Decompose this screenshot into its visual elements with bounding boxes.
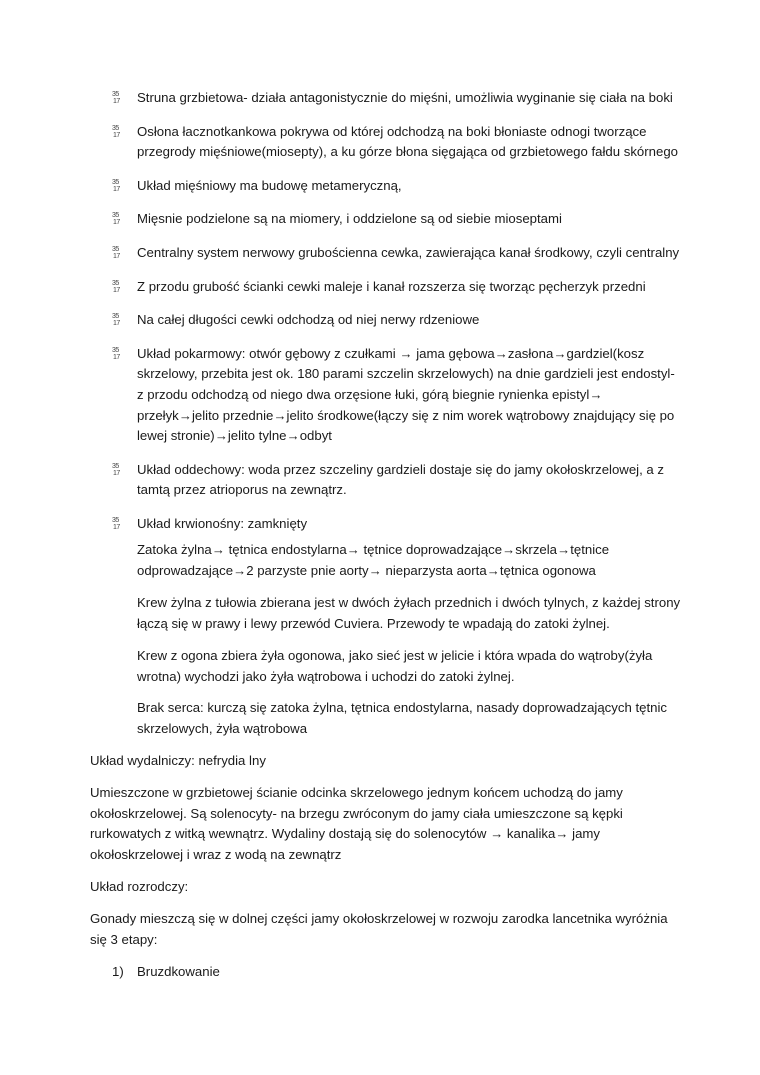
excretory-heading: Układ wydalniczy: nefrydia lny	[90, 753, 266, 768]
list-item: 35 17 Mięsnie podzielone są na miomery, i oddzielone są od siebie mioseptami	[112, 211, 562, 227]
bullet-icon: 35 17	[112, 212, 120, 227]
list-item: 35 17 Na całej długości cewki odchodzą od niej nerwy rdzeniowe	[112, 312, 480, 328]
list-item: 35 17 Osłona łacznotkankowa pokrywa od której odchodzą na boki błoniaste odnogi tworzące przegrody mięśniowe(miosepty), a ku górze błona sięgająca od grzbietowego fałdu skórnego	[112, 123, 678, 160]
circulation-paragraph: Krew z ogona zbiera żyła ogonowa, jako sieć jest w jelicie i która wpada do wątroby(żyła wrotna) wychodzi jako żyła wątrobowa i uchodzi do zatoki żylnej.	[137, 648, 653, 684]
reproductive-paragraph: Gonady mieszczą się w dolnej części jamy okołoskrzelowej w rozwoju zarodka lancetnika wyróżnia się 3 etapy:	[90, 911, 668, 947]
bullet-icon: 35 17	[112, 124, 120, 139]
list-item: 35 17 Układ mięśniowy ma budowę metameryczną,	[112, 177, 402, 193]
stage-number: 1)	[112, 964, 124, 979]
bullet-icon: 35 17	[112, 346, 120, 361]
list-item: 35 17 Centralny system nerwowy grubościenna cewka, zawierająca kanał środkowy, czyli centralny	[112, 244, 680, 260]
bullet-icon: 35 17	[112, 279, 120, 294]
circulation-paragraph: Zatoka żylna→ tętnica endostylarna→ tętnice doprowadzające→skrzela→tętnice odprowadzające→2 parzyste pnie aorty→ nieparzysta aorta→tętnica ogonowa	[137, 542, 610, 578]
reproductive-heading: Układ rozrodczy:	[90, 879, 189, 894]
bullet-icon: 35 17	[112, 462, 120, 477]
stage-label: Bruzdkowanie	[137, 964, 220, 979]
list-item: 35 17 Układ oddechowy: woda przez szczeliny gardzieli dostaje się do jamy okołoskrzelowej, a z tamtą przez atrioporus na zewnątrz.	[112, 461, 665, 498]
bullet-icon: 35 17	[112, 245, 120, 260]
bullet-icon: 35 17	[112, 91, 120, 105]
circulation-paragraph: Brak serca: kurczą się zatoka żylna, tętnica endostylarna, nasady doprowadzających tętnic skrzelowych, żyła wątrobowa	[137, 700, 667, 736]
bullet-icon: 35 17	[112, 178, 120, 193]
bullet-icon: 35 17	[112, 516, 120, 531]
bullet-list	[112, 88, 682, 548]
stage-item	[112, 962, 704, 983]
list-item: 35 17 Układ pokarmowy: otwór gębowy z czułkami → jama gębowa→zasłona→gardziel(kosz skrzelowy, przebita jest ok. 180 parami szczelin skrzelowych) na dnie gardzieli jest endostyl- z przodu odchodzą od niego dwa orzęsione łuki, górą biegnie rynienka epistyl→ przełyk→jelito przednie→jelito środkowe(łączy się z nim worek wątrobowy znajdujący się po lewej stronie)→jelito tylne→odbyt	[112, 345, 675, 444]
list-item: 35 17 Z przodu grubość ścianki cewki maleje i kanał rozszerza się tworząc pęcherzyk przedni	[112, 278, 646, 294]
list-item: 35 17 Struna grzbietowa- działa antagonistycznie do mięśni, umożliwia wyginanie się ciała na boki	[112, 90, 673, 105]
bullet-icon: 35 17	[112, 313, 120, 328]
list-item: 35 17 Układ krwionośny: zamknięty	[112, 515, 308, 531]
circulation-paragraph: Krew żylna z tułowia zbierana jest w dwóch żyłach przednich i dwóch tylnych, z każdej strony łączą się w prawy i lewy przewód Cuviera. Przewody te wpadają do zatoki żylnej.	[137, 595, 681, 631]
excretory-paragraph: Umieszczone w grzbietowej ścianie odcinka skrzelowego jednym końcem uchodzą do jamy okołoskrzelowej. Są solenocyty- na brzegu zwróconym do jamy ciała umieszczone są kępki rurkowatych z witką wewnątrz. Wydaliny dostają się do solenocytów → kanalika→ jamy okołoskrzelowej i wraz z wodą na zewnątrz	[90, 785, 623, 862]
